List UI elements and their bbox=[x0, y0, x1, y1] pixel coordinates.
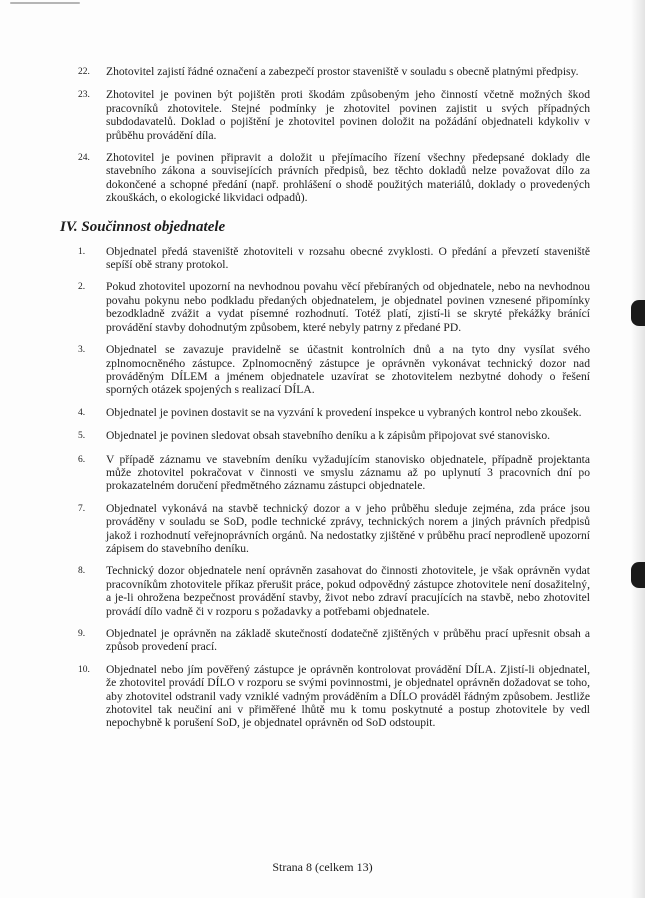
clause-text: Technický dozor objednatele není oprávněn zasahovat do činnosti zhotovitele, je však oprávněn vydat pracovníkům zhotovitele příkaz přerušit práce, pokud odpovědný zástupce zhotovitele není dosažitelný, a je-li ohrožena bezpečnost provádění stavby, život nebo zdraví pracujících na stavbě, nebo zhotovitel provádí dílo vadně či v rozporu s požadavky a potřebami objednatele. bbox=[106, 564, 590, 618]
clause-number: 23. bbox=[78, 90, 90, 101]
page-footer: Strana 8 (celkem 13) bbox=[272, 860, 373, 874]
punch-hole-mark bbox=[631, 562, 645, 588]
clause-text: Zhotovitel zajistí řádné označení a zabezpečí prostor staveniště v souladu s obecně platnými předpisy. bbox=[106, 65, 579, 78]
clause-number: 3. bbox=[78, 345, 86, 356]
clause-item bbox=[78, 663, 590, 730]
clauses-top bbox=[78, 65, 590, 205]
clause-text: Objednatel je oprávněn na základě skutečností dodatečně zjištěných v průběhu prací upřesnit obsah a způsob provedení prací. bbox=[106, 627, 590, 654]
clause-text: Objednatel je povinen sledovat obsah stavebního deníku a k zápisům připojovat své stanovisko. bbox=[106, 429, 551, 443]
clause-text: Zhotovitel je povinen připravit a doložit u přejímacího řízení všechny předepsané doklady dle stavebního zákona a souvisejících právních předpisů, bez těchto dokladů nelze považovat dílo za dokončené a schopné předání (např. prohlášení o shodě použitých materiálů, doklady o provedených zkouškách, o ekologické likvidaci odpadů). bbox=[106, 151, 590, 205]
clause-number: 5. bbox=[78, 431, 86, 442]
clause-text: Objednatel předá staveniště zhotoviteli v rozsahu obecné zvyklosti. O předání a převzetí staveniště sepíší obě strany protokol. bbox=[106, 244, 590, 272]
clause-number: 1. bbox=[78, 246, 86, 257]
clause-number: 9. bbox=[78, 629, 86, 639]
clause-item bbox=[78, 453, 590, 493]
clause-text: Pokud zhotovitel upozorní na nevhodnou povahu věcí přebíraných od objednatele, nebo na nevhodnou povahu pokynu nebo podkladu předaných objednatelem, je objednatel povinen vznesené připomínky bezodkladně zvážit a vydat písemné rozhodnutí. Totéž platí, zjistí-li se skryté překážky bránící provádění stavby dohodnutým způsobem, které nebyly patrny z předané PD. bbox=[106, 280, 590, 334]
clause-item bbox=[78, 88, 590, 142]
clause-item bbox=[78, 406, 590, 420]
clause-text: Objednatel se zavazuje pravidelně se účastnit kontrolních dnů a na tyto dny vysílat svého zplnomocněného zástupce. Zplnomocněný zástupce je oprávněn vykonávat technický dozor nad prováděným DÍLEM a jménem objednatele uzavírat se zhotovitelem nezbytné dohody o řešení sporných otázek spojených s realizací DÍLA. bbox=[106, 343, 590, 397]
clause-number: 8. bbox=[78, 566, 86, 577]
clauses-section bbox=[78, 245, 590, 730]
clause-item bbox=[78, 502, 590, 556]
clause-text: V případě záznamu ve stavebním deníku vyžadujícím stanovisko objednatele, případně projektanta může zhotovitel pokračovat v činnosti ve smyslu záznamu až po uplynutí 3 pracovních dní po prokazatelném doručení předmětného záznamu zástupci objednatele. bbox=[106, 452, 590, 493]
clause-item bbox=[78, 429, 590, 443]
clause-item bbox=[78, 280, 590, 334]
clause-number: 2. bbox=[78, 282, 86, 293]
clause-number: 7. bbox=[78, 503, 86, 514]
clause-text: Objednatel je povinen dostavit se na vyzvání k provedení inspekce u vybraných kontrol nebo zkoušek. bbox=[106, 405, 582, 419]
clause-item bbox=[78, 65, 590, 79]
document-body bbox=[60, 65, 590, 739]
punch-hole-mark bbox=[631, 300, 645, 326]
clause-item bbox=[78, 564, 590, 618]
clause-item bbox=[78, 343, 590, 397]
clause-item bbox=[78, 151, 590, 205]
page-edge-shadow bbox=[631, 0, 645, 898]
clause-number: 22. bbox=[78, 67, 90, 77]
scan-mark bbox=[10, 2, 80, 4]
clause-number: 10. bbox=[78, 664, 90, 675]
clause-number: 24. bbox=[78, 153, 90, 164]
clause-item bbox=[78, 627, 590, 654]
clause-item bbox=[78, 245, 590, 272]
clause-text: Objednatel vykonává na stavbě technický dozor a v jeho průběhu sleduje zejména, zda práce jsou prováděny v souladu se SoD, podle technické zprávy, technických norem a jiných právních předpisů jakož i rozhodnutí veřejnoprávních orgánů. Na nedostatky zjištěné v průběhu prací neprodleně upozorní zápisem do stavebního deníku. bbox=[106, 501, 590, 555]
clause-number: 6. bbox=[78, 454, 86, 465]
section-heading: IV. Součinnost objednatele bbox=[60, 218, 226, 235]
clause-number: 4. bbox=[78, 407, 86, 418]
clause-text: Zhotovitel je povinen být pojištěn proti škodám způsobeným jeho činností včetně možných škod pracovníků zhotovitele. Stejné podmínky je zhotovitel povinen zajistit u svých případných subdodavatelů. Doklad o pojištění je zhotovitel povinen doložit na požádání objednateli kdykoliv v průběhu provádění díla. bbox=[106, 88, 590, 142]
clause-text: Objednatel nebo jím pověřený zástupce je oprávněn kontrolovat provádění DÍLA. Zjistí-li objednatel, že zhotovitel provádí DÍLO v rozporu se svými povinnostmi, je objednatel oprávněn dožadovat se toho, aby zhotovitel odstranil vady vzniklé vadným prováděním a DÍLO prováděl řádným způsobem. Jestliže zhotovitel tak neučiní ani v přiměřené lhůtě mu k tomu poskytnuté a postup zhotovitele by vedl nepochybně k porušení SoD, je objednatel oprávněn od SoD odstoupit. bbox=[106, 662, 590, 730]
